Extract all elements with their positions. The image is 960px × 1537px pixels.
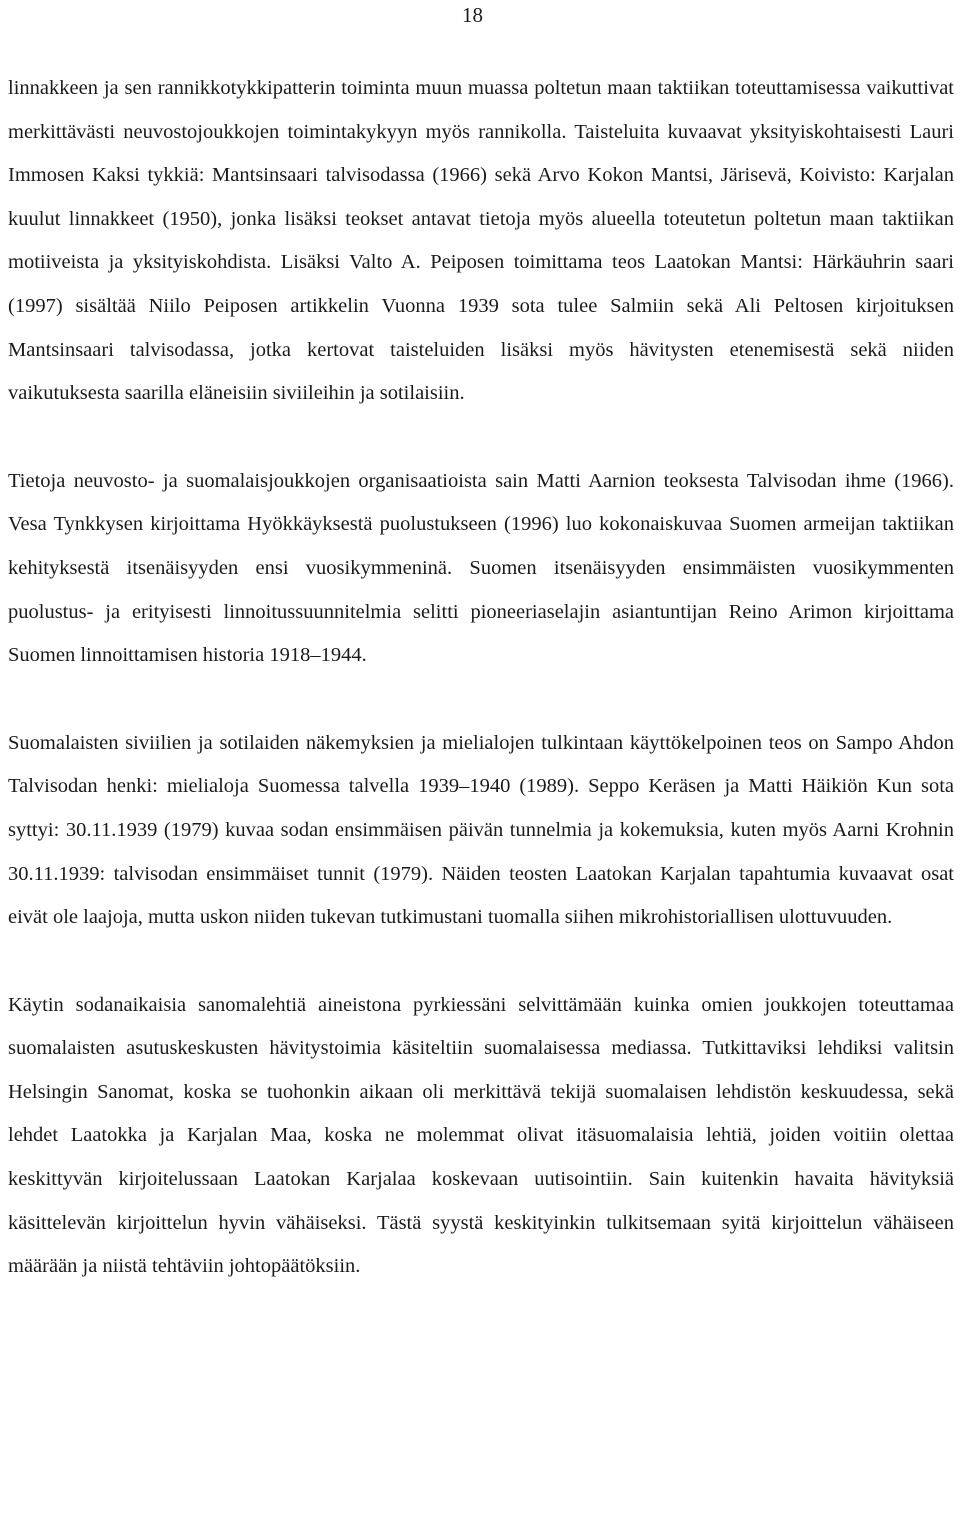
paragraph-1: linnakkeen ja sen rannikkotykkipatterin toiminta muun muassa poltetun maan taktiikan toteuttamisessa vaikuttivat merkittävästi neuvostojoukkojen toimintakykyyn myös rannikolla. Taisteluita kuvaavat yksityiskohtaisesti Lauri Immosen Kaksi tykkiä: Mantsinsaari talvisodassa (1966) sekä Arvo Kokon Mantsi, Järisevä, Koivisto: Karjalan kuulut linnakkeet (1950), jonka lisäksi teokset antavat tietoja myös alueella toteutetun poltetun maan taktiikan motiiveista ja yksityiskohdista. Lisäksi Valto A. Peiposen toimittama teos Laatokan Mantsi: Härkäuhrin saari (1997) sisältää Niilo Peiposen artikkelin Vuonna 1939 sota tulee Salmiin sekä Ali Peltosen kirjoituksen Mantsinsaari talvisodassa, jotka kertovat taisteluiden lisäksi myös hävitysten etenemisestä sekä niiden vaikutuksesta saarilla eläneisiin siviileihin ja sotilaisiin. (8, 77, 954, 405)
paragraph-2: Tietoja neuvosto- ja suomalaisjoukkojen organisaatioista sain Matti Aarnion teoksesta Talvisodan ihme (1966). Vesa Tynkkysen kirjoittama Hyökkäyksestä puolustukseen (1996) luo kokonaiskuvaa Suomen armeijan taktiikan kehityksestä itsenäisyyden ensi vuosikymmeninä. Suomen itsenäisyyden ensimmäisten vuosikymmenten puolustus- ja erityisesti linnoitussuunnitelmia selitti pioneeriaselajin asiantuntijan Reino Arimon kirjoittama Suomen linnoittamisen historia 1918–1944. (8, 469, 954, 667)
paragraph-3: Suomalaisten siviilien ja sotilaiden näkemyksien ja mielialojen tulkintaan käyttökelpoinen teos on Sampo Ahdon Talvisodan henki: mielialoja Suomessa talvella 1939–1940 (1989). Seppo Keräsen ja Matti Häikiön Kun sota syttyi: 30.11.1939 (1979) kuvaa sodan ensimmäisen päivän tunnelmia ja kokemuksia, kuten myös Aarni Krohnin 30.11.1939: talvisodan ensimmäiset tunnit (1979). Näiden teosten Laatokan Karjalan tapahtumia kuvaavat osat eivät ole laajoja, mutta uskon niiden tukevan tutkimustani tuomalla siihen mikrohistoriallisen ulottuvuuden. (8, 731, 954, 929)
page-number: 18 (462, 3, 483, 27)
body-text (8, 67, 954, 1289)
paragraph-4: Käytin sodanaikaisia sanomalehtiä aineistona pyrkiessäni selvittämään kuinka omien joukkojen toteuttamaa suomalaisten asutuskeskusten hävitystoimia käsiteltiin suomalaisessa mediassa. Tutkittaviksi lehdiksi valitsin Helsingin Sanomat, koska se tuohonkin aikaan oli merkittävä tekijä suomalaisen lehdistön keskuudessa, sekä lehdet Laatokka ja Karjalan Maa, koska ne molemmat olivat itäsuomalaisia lehtiä, joiden voitiin olettaa keskittyvän kirjoitelussaan Laatokan Karjalaa koskevaan uutisointiin. Sain kuitenkin havaita hävityksiä käsittelevän kirjoittelun hyvin vähäiseksi. Tästä syystä keskityinkin tulkitsemaan syitä kirjoittelun vähäiseen määrään ja niistä tehtäviin johtopäätöksiin. (8, 993, 954, 1278)
